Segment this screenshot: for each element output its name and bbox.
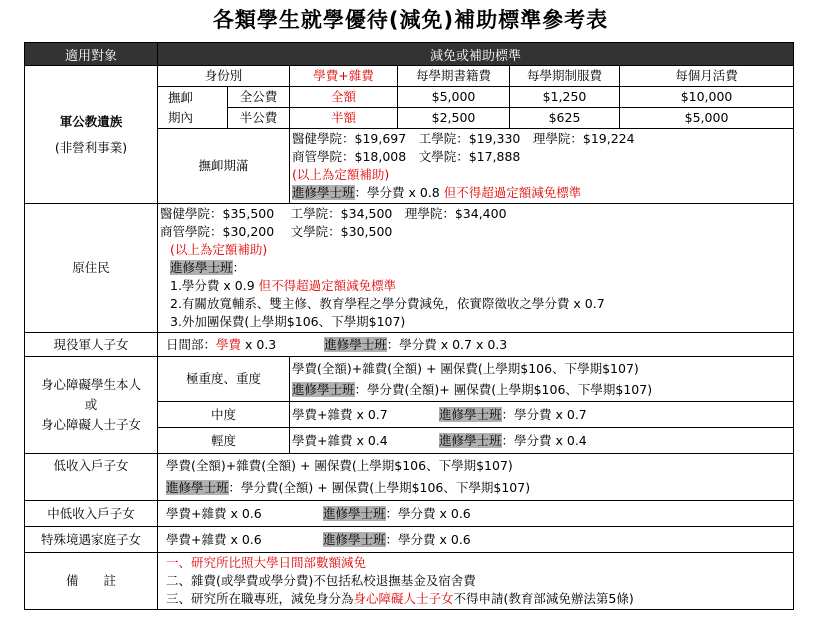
indigenous-cont: 進修學士班： (170, 260, 246, 275)
half-books: $2,500 (398, 108, 510, 129)
notes-content (158, 553, 794, 610)
mid-low-income-row (25, 501, 794, 527)
notes-row (25, 553, 794, 610)
cont-label-tag: 進修學士班 (439, 432, 502, 448)
col-uniform: 每學期制服費 (510, 66, 620, 87)
expired-line2: 商管學院：$18,008 文學院：$17,888 (292, 149, 521, 164)
header-standard: 減免或補助標準 (158, 43, 794, 66)
military-sub: (非營利事業) (54, 139, 128, 155)
half-label: 半公費 (228, 108, 290, 129)
indigenous-line2: 商管學院：$30,200 文學院：$30,500 (160, 224, 393, 239)
severe-label: 極重度、重度 (158, 357, 290, 402)
subsidy-table (24, 42, 794, 610)
half-uniform: $625 (510, 108, 620, 129)
military-name: 軍公教遺族 (59, 113, 123, 129)
expired-line1: 醫健學院：$19,697 工學院：$19,330 理學院：$19,224 (292, 131, 635, 146)
half-living: $5,000 (620, 108, 794, 129)
disabled-category-cell: 身心障礙學生本人 或 身心障礙人士子女 (25, 357, 158, 454)
special-row (25, 527, 794, 553)
col-fees: 學費+雜費 (290, 66, 398, 87)
notes-label: 備 註 (25, 553, 158, 610)
cont-label-tag: 進修學士班 (324, 336, 387, 352)
cont-label-tag: 進修學士班 (439, 406, 502, 422)
expired-cont: 進修學士班：學分費 x 0.8 但不得超過定額減免標準 (292, 185, 582, 200)
note-3: 三、研究所在職專班，減免身分為身心障礙人士子女不得申請(教育部減免辦法第5條) (166, 591, 634, 606)
mid-low-income-name: 中低收入戶子女 (25, 501, 158, 527)
expired-content (290, 129, 794, 204)
mild-content: 學費+雜費 x 0.4 進修學士班：學分費 x 0.4 (290, 428, 794, 454)
note-1: 一、研究所比照大學日間部數額減免 (166, 555, 367, 570)
expired-label: 撫卹期滿 (158, 129, 290, 204)
severe-content: 學費(全額)+雜費(全額) + 團保費(上學期$106、下學期$107) 進修學士班：學分費(全額)+ 團保費(上學期$106、下學期$107) (290, 357, 794, 402)
military-category-cell (25, 66, 158, 204)
note-2: 二、雜費(或學費或學分費)不包括私校退撫基金及宿舍費 (166, 573, 476, 588)
header-target: 適用對象 (25, 43, 158, 66)
during-label: 撫卹 期內 (158, 87, 228, 129)
cont-label-tag: 進修學士班 (292, 382, 355, 397)
header-row (25, 43, 794, 66)
military-header-row (25, 66, 794, 87)
indigenous-row (25, 204, 794, 333)
indigenous-content (158, 204, 794, 333)
full-uniform: $1,250 (510, 87, 620, 108)
cont-label-tag: 進修學士班 (323, 505, 386, 521)
low-income-name: 低收入戶子女 (25, 454, 158, 501)
indigenous-item1: 1.學分費 x 0.9 但不得超過定額減免標準 (170, 278, 397, 293)
indigenous-line1: 醫健學院：$35,500 工學院：$34,500 理學院：$34,400 (160, 206, 507, 221)
active-military-name: 現役軍人子女 (25, 333, 158, 357)
active-military-row (25, 333, 794, 357)
full-label: 全公費 (228, 87, 290, 108)
cont-label-tag: 進修學士班 (323, 531, 386, 547)
indigenous-name: 原住民 (25, 204, 158, 333)
low-income-row (25, 454, 794, 501)
page-title: 各類學生就學優待(減免)補助標準參考表 (212, 8, 609, 32)
col-identity: 身份別 (158, 66, 290, 87)
disabled-severe-row (25, 357, 794, 402)
indigenous-note: (以上為定額補助) (170, 242, 268, 257)
active-military-content: 日間部：學費 x 0.3 進修學士班：學分費 x 0.7 x 0.3 (158, 333, 794, 357)
special-content: 學費+雜費 x 0.6 進修學士班：學分費 x 0.6 (158, 527, 794, 553)
half-fee: 半額 (290, 108, 398, 129)
cont-label-tag: 進修學士班 (170, 260, 233, 275)
low-income-content: 學費(全額)+雜費(全額) + 團保費(上學期$106、下學期$107) 進修學士班：學分費(全額) + 團保費(上學期$106、下學期$107) (158, 454, 794, 501)
indigenous-item3: 3.外加團保費(上學期$106、下學期$107) (170, 314, 406, 329)
full-fee: 全額 (290, 87, 398, 108)
full-books: $5,000 (398, 87, 510, 108)
special-name: 特殊境遇家庭子女 (25, 527, 158, 553)
col-living: 每個月活費 (620, 66, 794, 87)
moderate-content: 學費+雜費 x 0.7 進修學士班：學分費 x 0.7 (290, 402, 794, 428)
expired-note: (以上為定額補助) (292, 167, 390, 182)
cont-label-tag: 進修學士班 (166, 480, 229, 495)
indigenous-item2: 2.有關放寬輔系、雙主修、教育學程之學分費減免，依實際徵收之學分費 x 0.7 (170, 296, 605, 311)
mid-low-income-content: 學費+雜費 x 0.6 進修學士班：學分費 x 0.6 (158, 501, 794, 527)
cont-label-tag: 進修學士班 (292, 185, 355, 200)
full-living: $10,000 (620, 87, 794, 108)
moderate-label: 中度 (158, 402, 290, 428)
col-books: 每學期書籍費 (398, 66, 510, 87)
mild-label: 輕度 (158, 428, 290, 454)
